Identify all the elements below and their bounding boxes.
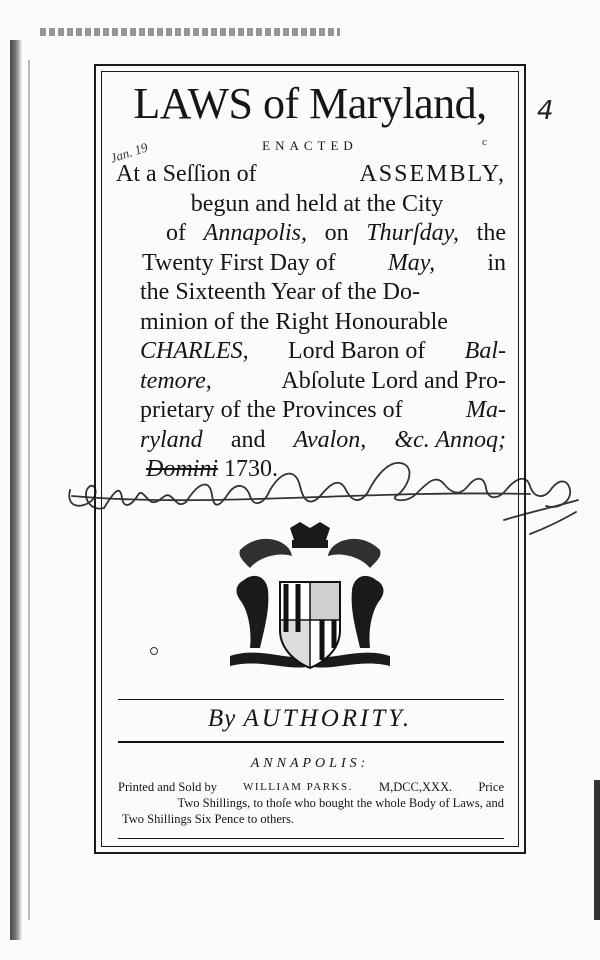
page-edge-shadow xyxy=(28,60,30,920)
page-title: LAWS of Maryland, xyxy=(133,79,487,128)
imprint-line-2: Two Shillings, to thoſe who bought the whole Body of Laws, and xyxy=(177,796,504,810)
imprint-place: ANNAPOLIS: xyxy=(250,756,370,771)
enacted-caption: ENACTED xyxy=(262,138,358,153)
body-line: Domini 1730. xyxy=(146,456,278,482)
authority-line: By AUTHORITY. xyxy=(207,705,413,732)
body-line: begun and held at the City xyxy=(190,190,444,217)
imprint-line-3: Two Shillings Six Pence to others. xyxy=(122,812,295,826)
page-number: 4 xyxy=(537,96,554,126)
page-edge-left xyxy=(10,40,22,940)
rule-bottom-authority xyxy=(118,741,504,743)
body-line: ryland and Avalon, &c. Annoq; xyxy=(140,426,506,453)
page-edge-right xyxy=(594,780,600,920)
title-body-text xyxy=(116,160,506,485)
body-line: prietary of the Provinces of Ma- xyxy=(140,397,506,423)
rule-bottom xyxy=(118,838,504,839)
rule-top-authority xyxy=(118,699,504,700)
ink-mark: c xyxy=(482,136,487,148)
imprint-line-1: Printed and Sold by WILLIAM PARKS. M,DCC,XXX. Price xyxy=(118,780,504,794)
imprint-text xyxy=(118,779,504,827)
ink-dot xyxy=(150,647,158,655)
margin-note: Jan. 19 xyxy=(108,139,150,166)
coat-of-arms-image xyxy=(220,520,400,680)
page-edge-top xyxy=(40,28,340,36)
body-line: the Sixteenth Year of the Do- xyxy=(140,279,420,305)
body-line: CHARLES, Lord Baron of Bal- xyxy=(140,338,506,364)
body-line: of Annapolis, on Thurſday, the xyxy=(166,220,506,246)
body-line: Twenty First Day of May, in xyxy=(142,249,506,276)
body-line: minion of the Right Honourable xyxy=(140,308,448,335)
body-line: At a Seſſion of ASSEMBLY, xyxy=(116,161,506,187)
body-line: temore, Abſolute Lord and Pro- xyxy=(140,367,506,394)
